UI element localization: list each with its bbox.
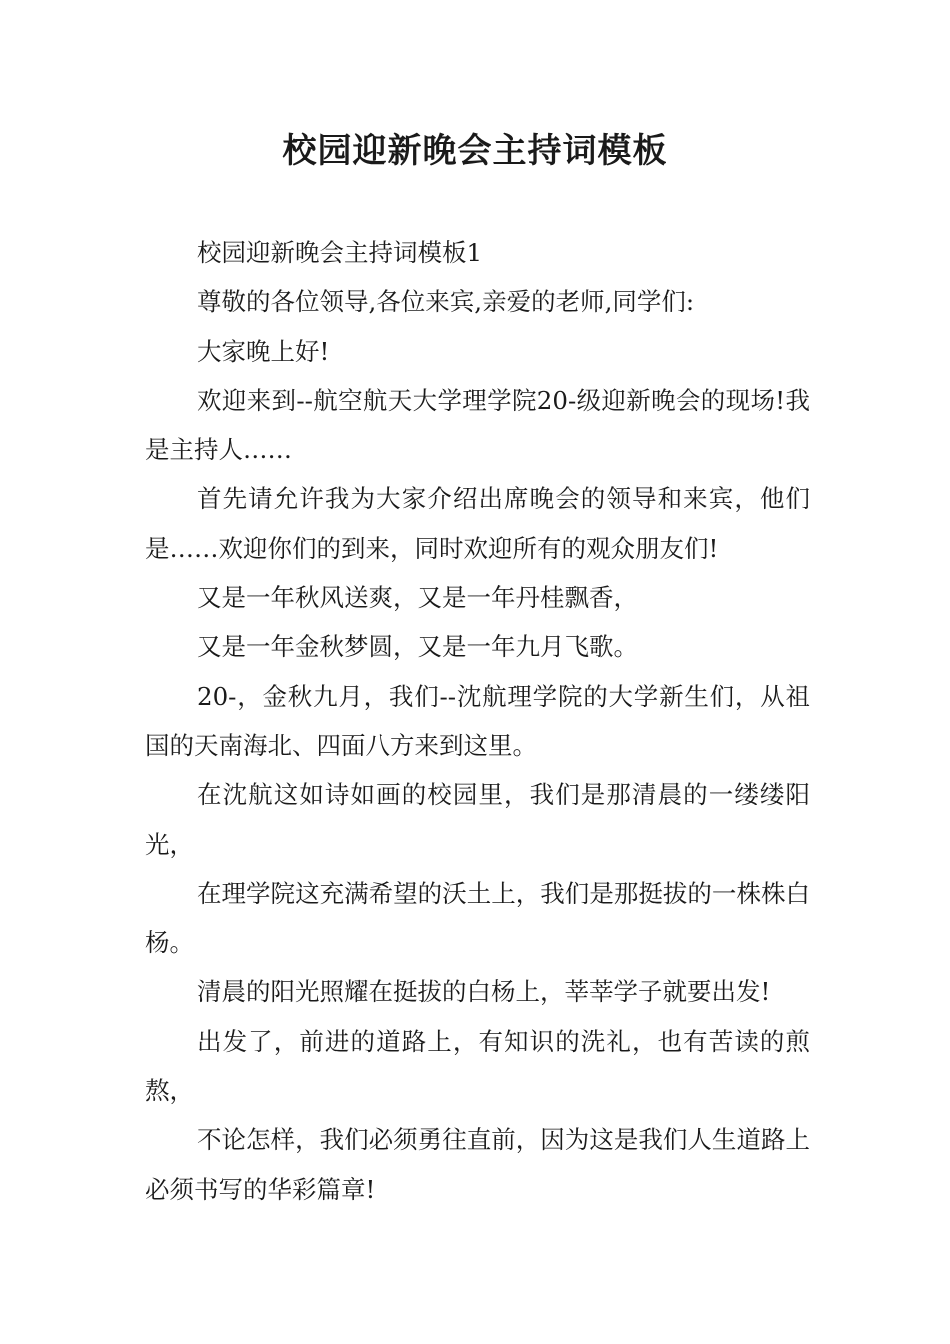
document-body (145, 228, 810, 1214)
paragraph-6: 又是一年秋风送爽，又是一年丹桂飘香， (197, 583, 638, 613)
paragraph-11: 清晨的阳光照耀在挺拔的白杨上，莘莘学子就要出发! (197, 977, 771, 1007)
paragraph-9: 在沈航这如诗如画的校园里，我们是那清晨的一缕缕阳光， (145, 780, 810, 859)
paragraph-7: 又是一年金秋梦圆，又是一年九月飞歌。 (197, 632, 638, 662)
paragraph-5: 首先请允许我为大家介绍出席晚会的领导和来宾，他们是……欢迎你们的到来，同时欢迎所有的观众朋友们! (145, 484, 810, 563)
paragraph-3: 大家晚上好! (197, 336, 330, 366)
paragraph-13: 不论怎样，我们必须勇往直前，因为这是我们人生道路上必须书写的华彩篇章! (145, 1125, 810, 1204)
paragraph-8: 20-，金秋九月，我们--沈航理学院的大学新生们，从祖国的天南海北、四面八方来到这里。 (145, 681, 810, 760)
paragraph-12: 出发了，前进的道路上，有知识的洗礼，也有苦读的煎熬， (145, 1026, 810, 1106)
document-title: 校园迎新晚会主持词模板 (282, 131, 668, 171)
paragraph-2: 尊敬的各位领导,各位来宾,亲爱的老师,同学们: (197, 287, 695, 317)
paragraph-10: 在理学院这充满希望的沃土上，我们是那挺拔的一株株白杨。 (145, 878, 810, 958)
paragraph-4: 欢迎来到--航空航天大学理学院20-级迎新晚会的现场!我是主持人…… (145, 385, 810, 465)
paragraph-1: 校园迎新晚会主持词模板1 (197, 238, 483, 267)
